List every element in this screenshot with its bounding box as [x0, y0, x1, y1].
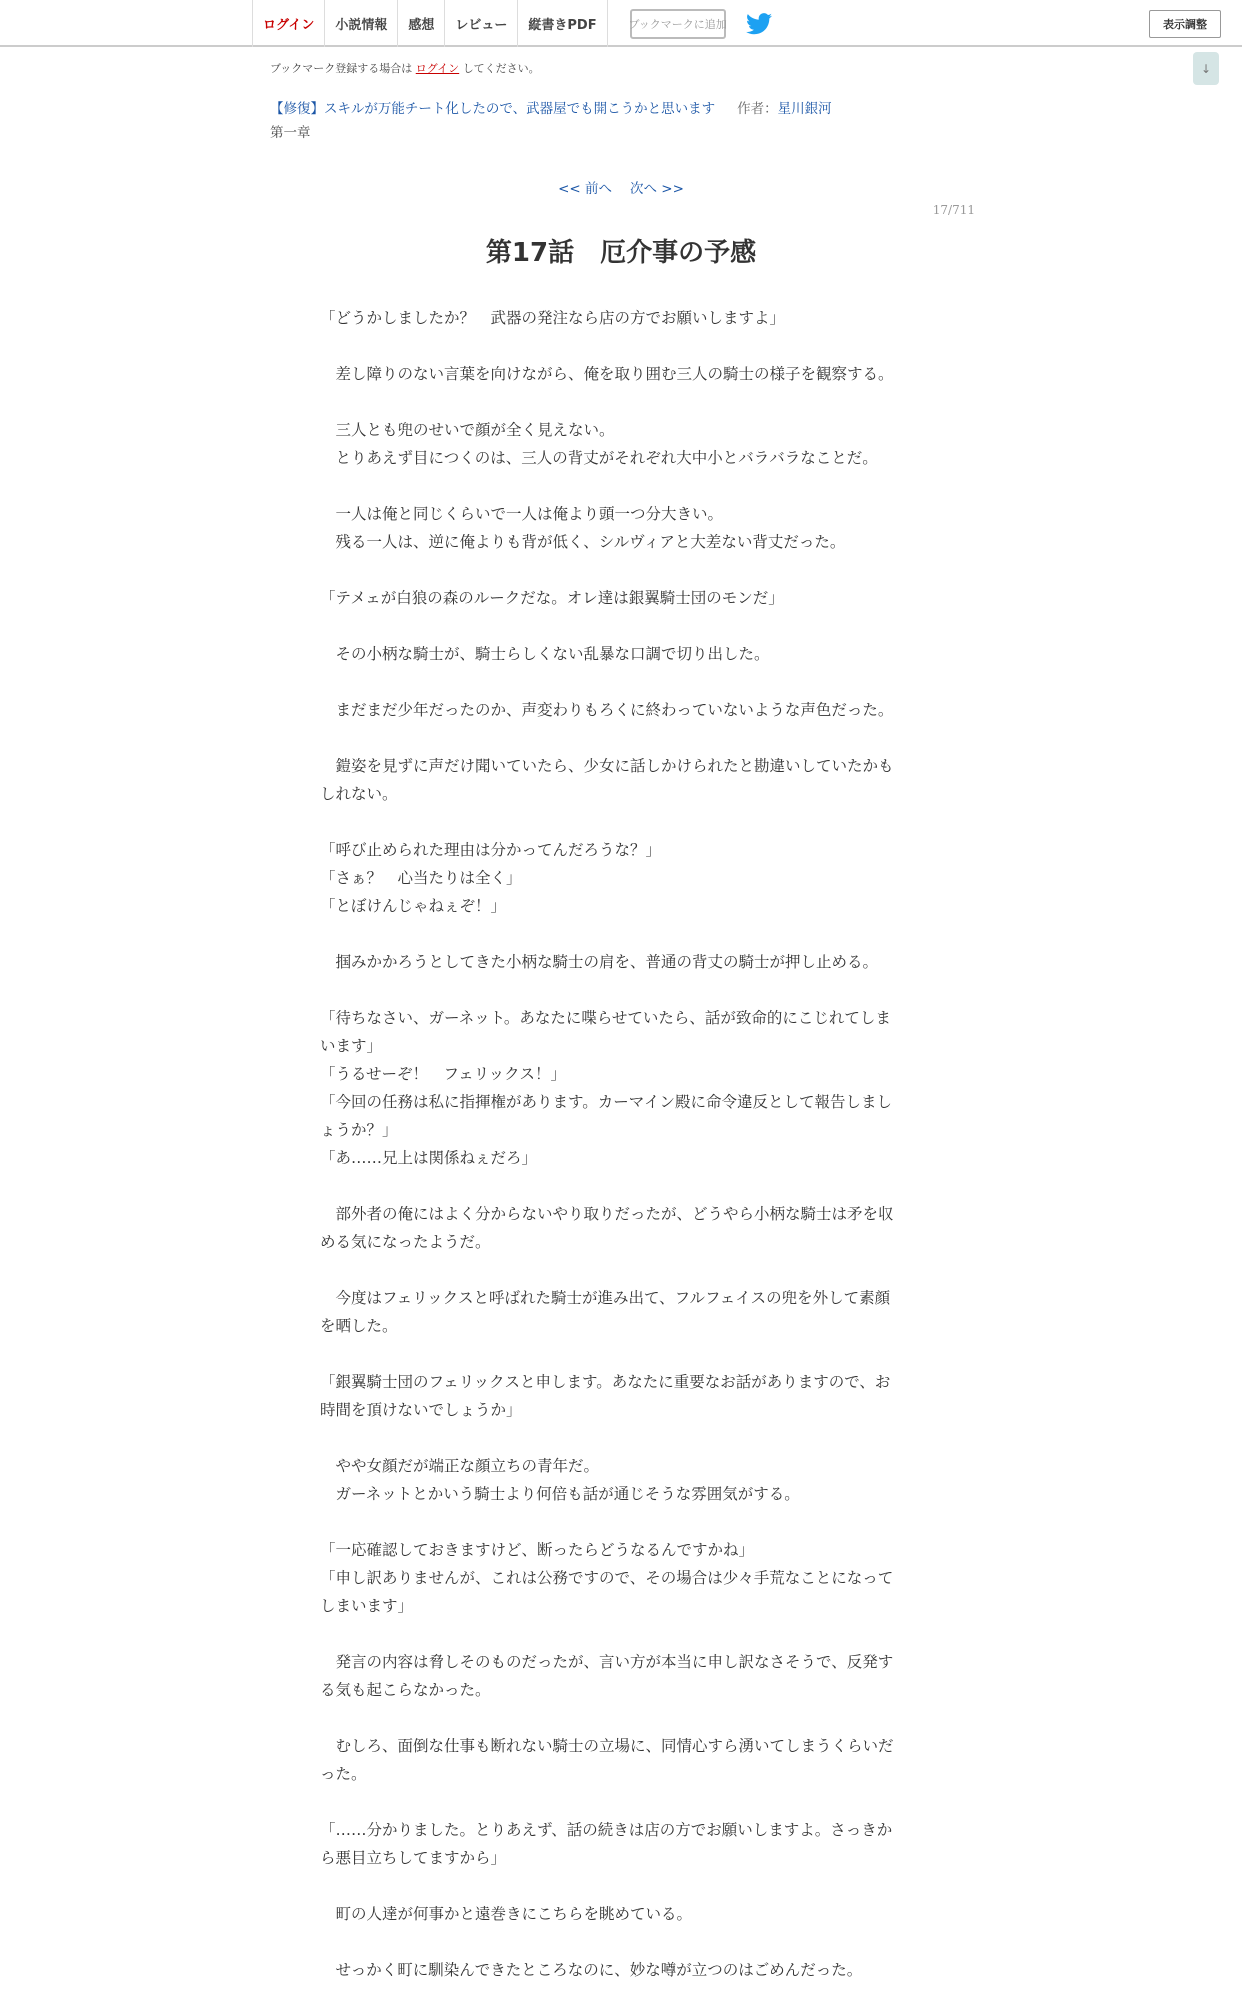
- body-line: むしろ、面倒な仕事も断れない騎士の立場に、同情心すら湧いてしまうくらいだ: [320, 1737, 894, 1755]
- body-line: 「うるせーぞ！ フェリックス！」: [320, 1065, 566, 1083]
- episode-pager: [0, 177, 1242, 197]
- body-line: める気になったようだ。: [320, 1233, 491, 1251]
- novel-title-line: [270, 97, 832, 117]
- scroll-down-button[interactable]: ↓: [1193, 52, 1219, 85]
- body-line: 「呼び止められた理由は分かってんだろうな？」: [320, 841, 662, 859]
- blank-line: [320, 920, 914, 948]
- nav-list: [252, 0, 772, 47]
- body-line: を晒した。: [320, 1317, 398, 1335]
- body-line: 三人とも兜のせいで顔が全く見えない。: [320, 421, 615, 439]
- body-line: る気も起こらなかった。: [320, 1681, 491, 1699]
- body-line: 「とぼけんじゃねぇぞ！」: [320, 897, 507, 915]
- nav-review[interactable]: レビュー: [445, 0, 518, 47]
- body-line: った。: [320, 1765, 367, 1783]
- body-line: 「さぁ？ 心当たりは全く」: [320, 869, 522, 887]
- novel-body: [320, 304, 914, 1984]
- blank-line: [320, 556, 914, 584]
- blank-line: [320, 1508, 914, 1536]
- body-line: ガーネットとかいう騎士より何倍も話が通じそうな雰囲気がする。: [320, 1485, 800, 1503]
- blank-line: [320, 612, 914, 640]
- nav-vertical-pdf[interactable]: 縦書きPDF: [518, 0, 607, 47]
- body-line: まだまだ少年だったのか、声変わりもろくに終わっていないような声色だった。: [320, 701, 894, 719]
- bookmark-notice-prefix: ブックマーク登録する場合は: [270, 62, 413, 75]
- body-line: 鎧姿を見ずに声だけ聞いていたら、少女に話しかけられたと勘違いしていたかも: [320, 757, 894, 775]
- blank-line: [320, 1256, 914, 1284]
- blank-line: [320, 1704, 914, 1732]
- body-line: 「どうかしましたか？ 武器の発注なら店の方でお願いしますよ」: [320, 309, 786, 327]
- body-line: 残る一人は、逆に俺よりも背が低く、シルヴィアと大差ない背丈だった。: [320, 533, 846, 551]
- chapter-label: 第一章: [270, 125, 311, 141]
- body-line: います」: [320, 1037, 383, 1055]
- author-label: 作者：: [737, 101, 778, 117]
- blank-line: [320, 332, 914, 360]
- blank-line: [320, 1872, 914, 1900]
- body-line: ょうか？」: [320, 1121, 398, 1139]
- twitter-bird-icon: [746, 13, 772, 35]
- bookmark-notice-suffix: してください。: [462, 62, 540, 75]
- blank-line: [320, 668, 914, 696]
- nav-impressions[interactable]: 感想: [398, 0, 445, 47]
- body-line: 町の人達が何事かと遠巻きにこちらを眺めている。: [320, 1905, 693, 1923]
- body-line: 「申し訳ありませんが、これは公務ですので、その場合は少々手荒なことになって: [320, 1569, 894, 1587]
- body-line: 掴みかかろうとしてきた小柄な騎士の肩を、普通の背丈の騎士が押し止める。: [320, 953, 879, 971]
- body-line: 「一応確認しておきますけど、断ったらどうなるんですかね」: [320, 1541, 755, 1559]
- body-line: やや女顔だが端正な顔立ちの青年だ。: [320, 1457, 600, 1475]
- body-line: せっかく町に馴染んできたところなのに、妙な噂が立つのはごめんだった。: [320, 1961, 863, 1979]
- body-line: その小柄な騎士が、騎士らしくない乱暴な口調で切り出した。: [320, 645, 770, 663]
- top-navigation-bar: [0, 0, 1242, 47]
- author-link[interactable]: 星川銀河: [777, 101, 832, 117]
- body-line: 差し障りのない言葉を向けながら、俺を取り囲む三人の騎士の様子を観察する。: [320, 365, 894, 383]
- body-line: 「あ……兄上は関係ねぇだろ」: [320, 1149, 538, 1167]
- body-line: 今度はフェリックスと呼ばれた騎士が進み出て、フルフェイスの兜を外して素顔: [320, 1289, 891, 1307]
- blank-line: [320, 472, 914, 500]
- blank-line: [320, 1424, 914, 1452]
- bookmark-notice-login-link[interactable]: ログイン: [415, 62, 460, 75]
- next-episode-link[interactable]: 次へ >>: [630, 181, 684, 197]
- body-line: 一人は俺と同じくらいで一人は俺より頭一つ分大きい。: [320, 505, 724, 523]
- body-line: 部外者の俺にはよく分からないやり取りだったが、どうやら小柄な騎士は矛を収: [320, 1205, 894, 1223]
- body-line: 「銀翼騎士団のフェリックスと申します。あなたに重要なお話がありますので、お: [320, 1373, 891, 1391]
- body-line: 発言の内容は脅しそのものだったが、言い方が本当に申し訳なさそうで、反発す: [320, 1653, 894, 1671]
- episode-title: 第17話 厄介事の予感: [485, 238, 757, 268]
- nav-novel-info[interactable]: 小説情報: [325, 0, 398, 47]
- body-line: 「今回の任務は私に指揮権があります。カーマイン殿に命令違反として報告しまし: [320, 1093, 892, 1111]
- blank-line: [320, 724, 914, 752]
- blank-line: [320, 1788, 914, 1816]
- body-line: 「テメェが白狼の森のルークだな。オレ達は銀翼騎士団のモンだ」: [320, 589, 784, 607]
- body-line: しまいます」: [320, 1597, 414, 1615]
- add-bookmark-button[interactable]: ブックマークに追加: [630, 9, 726, 39]
- body-line: ら悪目立ちしてますから」: [320, 1849, 507, 1867]
- blank-line: [320, 1172, 914, 1200]
- body-line: しれない。: [320, 785, 398, 803]
- display-adjust-button[interactable]: 表示調整: [1149, 10, 1221, 38]
- novel-title-link[interactable]: 【修復】スキルが万能チート化したので、武器屋でも開こうかと思います: [270, 101, 716, 117]
- episode-counter: 17/711: [932, 203, 975, 217]
- bookmark-notice: [270, 60, 540, 76]
- blank-line: [320, 976, 914, 1004]
- prev-episode-link[interactable]: << 前へ: [558, 181, 612, 197]
- blank-line: [320, 1340, 914, 1368]
- body-line: 「待ちなさい、ガーネット。あなたに喋らせていたら、話が致命的にこじれてしま: [320, 1009, 891, 1027]
- body-line: 時間を頂けないでしょうか」: [320, 1401, 522, 1419]
- blank-line: [320, 388, 914, 416]
- blank-line: [320, 1928, 914, 1956]
- twitter-icon[interactable]: [746, 13, 772, 35]
- nav-login[interactable]: ログイン: [253, 0, 325, 47]
- blank-line: [320, 808, 914, 836]
- body-line: 「……分かりました。とりあえず、話の続きは店の方でお願いしますよ。さっきか: [320, 1821, 893, 1839]
- body-line: とりあえず目につくのは、三人の背丈がそれぞれ大中小とバラバラなことだ。: [320, 449, 878, 467]
- blank-line: [320, 1620, 914, 1648]
